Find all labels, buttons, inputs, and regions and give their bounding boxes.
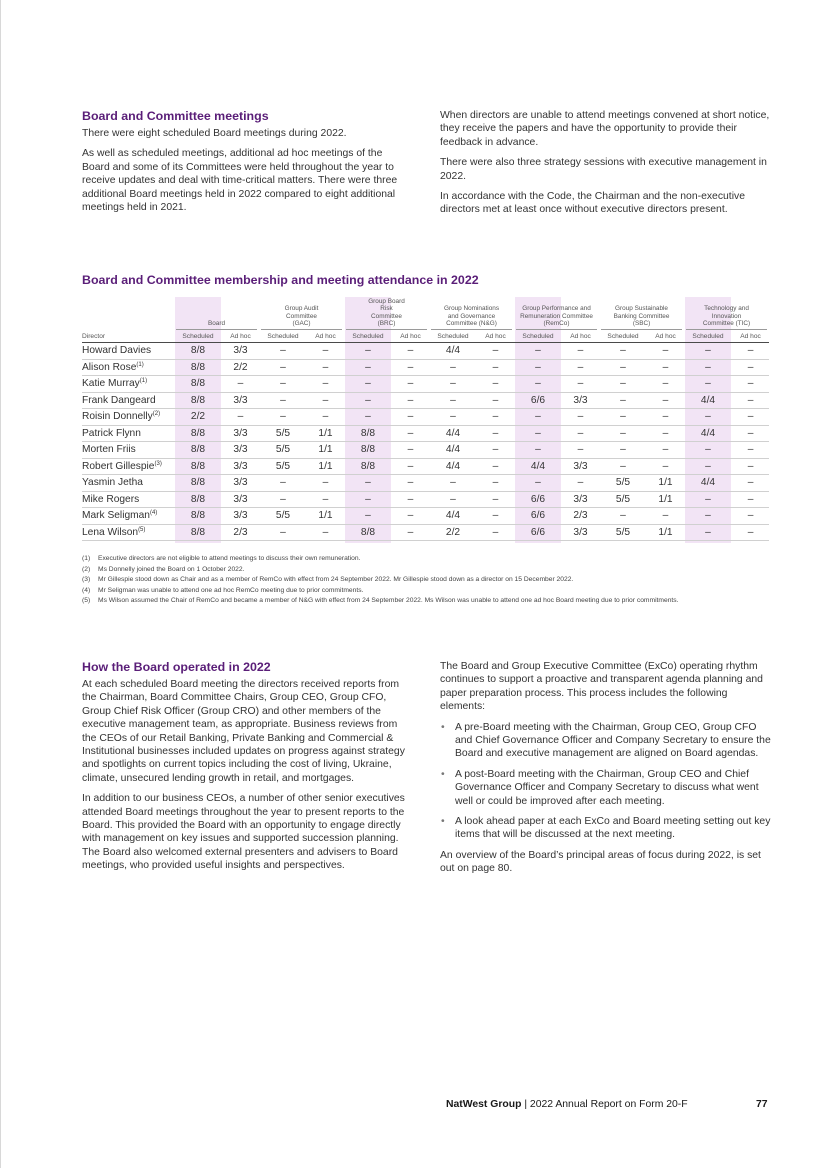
attendance-cell: – xyxy=(684,458,732,475)
table-row xyxy=(82,491,769,508)
attendance-cell: 4/4 xyxy=(429,343,477,360)
attendance-cell: – xyxy=(732,442,769,459)
attendance-cell: – xyxy=(259,524,307,541)
attendance-cell: 1/1 xyxy=(647,524,684,541)
attendance-cell: 6/6 xyxy=(514,508,562,525)
attendance-cell: – xyxy=(429,491,477,508)
attendance-cell: – xyxy=(259,491,307,508)
group-header: Group Audit Committee (GAC) xyxy=(261,305,342,330)
attendance-cell: – xyxy=(429,359,477,376)
footer-report-title: 2022 Annual Report on Form 20-F xyxy=(529,1099,688,1110)
attendance-cell: – xyxy=(684,376,732,393)
attendance-table-body xyxy=(82,343,769,541)
attendance-cell: – xyxy=(562,425,599,442)
attendance-cell: 8/8 xyxy=(174,508,222,525)
adhoc-header: Ad hoc xyxy=(477,330,514,343)
how-board-operated-heading: How the Board operated in 2022 xyxy=(82,660,271,674)
attendance-cell: – xyxy=(477,458,514,475)
list-item: • A post-Board meeting with the Chairman, Group CEO and Chief Governance Officer and Company Secretary to discuss what went well or could be improved after each meeting. xyxy=(441,768,759,807)
attendance-cell: – xyxy=(259,359,307,376)
attendance-cell: – xyxy=(477,359,514,376)
attendance-cell: – xyxy=(732,409,769,426)
attendance-cell: – xyxy=(514,475,562,492)
attendance-cell: – xyxy=(562,409,599,426)
scheduled-header: Scheduled xyxy=(429,330,477,343)
attendance-cell: – xyxy=(392,491,429,508)
scheduled-header: Scheduled xyxy=(599,330,647,343)
attendance-cell: – xyxy=(344,343,392,360)
attendance-cell: – xyxy=(392,458,429,475)
attendance-cell: – xyxy=(599,508,647,525)
attendance-cell: – xyxy=(307,376,344,393)
attendance-cell: 8/8 xyxy=(344,458,392,475)
attendance-cell: – xyxy=(562,343,599,360)
attendance-cell: – xyxy=(429,475,477,492)
scheduled-header: Scheduled xyxy=(344,330,392,343)
attendance-cell: 5/5 xyxy=(259,442,307,459)
attendance-cell: – xyxy=(392,376,429,393)
attendance-cell: – xyxy=(344,491,392,508)
attendance-cell: – xyxy=(647,392,684,409)
adhoc-header: Ad hoc xyxy=(732,330,769,343)
group-header: Technology and Innovation Committee (TIC) xyxy=(686,305,767,330)
attendance-cell: – xyxy=(732,458,769,475)
attendance-cell: 8/8 xyxy=(174,442,222,459)
attendance-cell: 8/8 xyxy=(174,475,222,492)
attendance-cell: – xyxy=(732,491,769,508)
attendance-cell: 3/3 xyxy=(222,508,259,525)
table-row xyxy=(82,343,769,360)
attendance-cell: – xyxy=(307,491,344,508)
attendance-cell: – xyxy=(732,343,769,360)
attendance-cell: – xyxy=(647,442,684,459)
attendance-cell: 1/1 xyxy=(647,475,684,492)
attendance-cell: – xyxy=(647,425,684,442)
attendance-cell: 5/5 xyxy=(259,508,307,525)
footnote-marker: (1) xyxy=(139,378,148,385)
attendance-cell: 3/3 xyxy=(222,343,259,360)
sub-header-row xyxy=(82,330,769,343)
board-meetings-heading: Board and Committee meetings xyxy=(82,109,269,123)
attendance-cell: – xyxy=(307,392,344,409)
table-row xyxy=(82,442,769,459)
attendance-cell: 3/3 xyxy=(222,491,259,508)
attendance-cell: – xyxy=(732,508,769,525)
footer-separator: | xyxy=(521,1099,530,1110)
paragraph: At each scheduled Board meeting the directors received reports from the Chairman, Board Committee Chairs, Group CEO, Group CFO, Group Chief Risk Officer (Group CRO) and other members of the executive management team, as appropriate. Business reviews from the CEOs of our Retail Banking, Private Banking and Commercial & Institutional businesses included updates on progress against strategy and spotlights on current topics including the cost of living, Ukraine, climate, unsecured lending growth in retail, and mortgages. xyxy=(82,679,405,784)
how-board-operated-right-column xyxy=(440,660,773,883)
table-row xyxy=(82,359,769,376)
footnote: (5) Ms Wilson assumed the Chair of RemCo and became a member of N&G with effect from 24 September 2022. Ms Wilson was unable to attend one ad hoc Board meeting due to prior commitments. xyxy=(82,597,679,605)
director-name: Patrick Flynn xyxy=(82,425,174,442)
attendance-cell: – xyxy=(392,343,429,360)
attendance-cell: – xyxy=(392,475,429,492)
attendance-cell: – xyxy=(392,409,429,426)
attendance-cell: – xyxy=(562,376,599,393)
attendance-cell: – xyxy=(599,425,647,442)
attendance-cell: 1/1 xyxy=(647,491,684,508)
attendance-cell: – xyxy=(599,359,647,376)
attendance-cell: – xyxy=(684,524,732,541)
attendance-cell: – xyxy=(259,343,307,360)
attendance-cell: – xyxy=(684,491,732,508)
attendance-cell: – xyxy=(599,442,647,459)
director-name: Katie Murray$^{(1)}$ xyxy=(82,376,174,393)
table-row xyxy=(82,376,769,393)
adhoc-header: Ad hoc xyxy=(392,330,429,343)
footnote-marker: (2) xyxy=(152,411,161,418)
attendance-cell: – xyxy=(732,376,769,393)
attendance-cell: – xyxy=(647,359,684,376)
footnote: (4) Mr Seligman was unable to attend one ad hoc RemCo meeting due to prior commitments. xyxy=(82,586,364,594)
attendance-cell: 8/8 xyxy=(344,524,392,541)
attendance-cell: – xyxy=(599,376,647,393)
group-header: Group Board Risk Committee (BRC) xyxy=(346,298,427,330)
director-name: Robert Gillespie$^{(3)}$ xyxy=(82,458,174,475)
bullet-icon: • xyxy=(441,768,445,780)
attendance-cell: 1/1 xyxy=(307,508,344,525)
attendance-cell: – xyxy=(429,409,477,426)
attendance-cell: – xyxy=(684,508,732,525)
attendance-cell: 1/1 xyxy=(307,425,344,442)
attendance-cell: 5/5 xyxy=(599,491,647,508)
attendance-cell: 3/3 xyxy=(562,491,599,508)
page-footer xyxy=(446,1099,688,1110)
attendance-cell: – xyxy=(344,376,392,393)
attendance-cell: – xyxy=(732,524,769,541)
attendance-cell: 8/8 xyxy=(174,376,222,393)
attendance-cell: – xyxy=(307,524,344,541)
bullet-icon: • xyxy=(441,816,445,828)
paragraph: In accordance with the Code, the Chairman and the non-executive directors met at least once without executive directors present. xyxy=(440,191,745,216)
attendance-cell: 3/3 xyxy=(222,458,259,475)
attendance-cell: – xyxy=(477,491,514,508)
attendance-cell: 8/8 xyxy=(344,442,392,459)
adhoc-header: Ad hoc xyxy=(647,330,684,343)
director-name: Frank Dangeard xyxy=(82,392,174,409)
attendance-cell: 1/1 xyxy=(307,442,344,459)
attendance-cell: – xyxy=(647,458,684,475)
attendance-cell: 8/8 xyxy=(174,458,222,475)
attendance-cell: – xyxy=(392,508,429,525)
footnote: (3) Mr Gillespie stood down as Chair and as a member of RemCo with effect from 24 September 2022. Mr Gillespie stood down as a director on 15 December 2022. xyxy=(82,576,574,584)
director-name: Alison Rose$^{(1)}$ xyxy=(82,359,174,376)
table-row xyxy=(82,508,769,525)
attendance-cell: – xyxy=(599,392,647,409)
footnote-marker: (1) xyxy=(136,361,144,368)
table-row xyxy=(82,475,769,492)
paragraph: When directors are unable to attend meetings convened at short notice, they receive the papers and have the opportunity to provide their feedback in advance. xyxy=(440,110,770,148)
attendance-cell: – xyxy=(562,359,599,376)
attendance-cell: 4/4 xyxy=(684,475,732,492)
paragraph: There were also three strategy sessions with executive management in 2022. xyxy=(440,157,767,182)
director-column-header: Director xyxy=(82,330,174,343)
attendance-cell: – xyxy=(647,409,684,426)
attendance-cell: 4/4 xyxy=(429,425,477,442)
attendance-cell: 5/5 xyxy=(599,524,647,541)
attendance-cell: – xyxy=(392,524,429,541)
attendance-cell: – xyxy=(307,409,344,426)
attendance-cell: – xyxy=(647,376,684,393)
paragraph: In addition to our business CEOs, a number of other senior executives attended Board meetings throughout the year to present reports to the Board. This provided the Board with an opportunity to engage directly with management on key issues and supported succession planning. The Board also welcomed external presenters and advisers to Board meetings, who provided useful insights and perspectives. xyxy=(82,793,405,872)
footnote: (1) Executive directors are not eligible to attend meetings to discuss their own remuneration. xyxy=(82,555,361,562)
attendance-cell: 3/3 xyxy=(562,458,599,475)
attendance-cell: – xyxy=(599,409,647,426)
attendance-cell: – xyxy=(477,442,514,459)
paragraph: There were eight scheduled Board meetings during 2022. xyxy=(82,128,347,139)
table-row xyxy=(82,409,769,426)
attendance-cell: – xyxy=(647,343,684,360)
list-item: • A pre-Board meeting with the Chairman, Group CEO, Group CFO and Chief Governance Officer and Company Secretary to ensure the Board and executive management are aligned on Board agendas. xyxy=(441,721,771,760)
group-header: Board xyxy=(176,320,257,330)
group-header-row xyxy=(82,297,769,330)
attendance-cell: – xyxy=(684,359,732,376)
scheduled-header: Scheduled xyxy=(174,330,222,343)
attendance-cell: 4/4 xyxy=(429,442,477,459)
attendance-cell: – xyxy=(392,359,429,376)
attendance-cell: 5/5 xyxy=(259,458,307,475)
attendance-heading: Board and Committee membership and meeting attendance in 2022 xyxy=(82,273,479,287)
footer-brand: NatWest Group xyxy=(446,1099,522,1110)
director-name: Mike Rogers xyxy=(82,491,174,508)
attendance-cell: – xyxy=(344,392,392,409)
director-name: Morten Friis xyxy=(82,442,174,459)
footnote-marker: (5) xyxy=(138,526,146,533)
attendance-cell: – xyxy=(732,475,769,492)
attendance-cell: – xyxy=(684,442,732,459)
paragraph: As well as scheduled meetings, additional ad hoc meetings of the Board and some of its Committees were held throughout the year to receive updates and deal with time-critical matters. There were three additional Board meetings held in 2022 compared to eight additional meetings held in 2021. xyxy=(82,148,398,214)
attendance-cell: – xyxy=(732,359,769,376)
attendance-cell: – xyxy=(344,409,392,426)
attendance-cell: – xyxy=(429,376,477,393)
attendance-cell: – xyxy=(392,442,429,459)
adhoc-header: Ad hoc xyxy=(562,330,599,343)
attendance-cell: – xyxy=(307,343,344,360)
attendance-cell: – xyxy=(344,475,392,492)
attendance-cell: 3/3 xyxy=(222,442,259,459)
scheduled-header: Scheduled xyxy=(514,330,562,343)
attendance-cell: – xyxy=(562,475,599,492)
paragraph: An overview of the Board’s principal areas of focus during 2022, is set out on page 80. xyxy=(440,849,761,875)
attendance-cell: – xyxy=(684,343,732,360)
attendance-cell: – xyxy=(514,359,562,376)
attendance-cell: 2/2 xyxy=(222,359,259,376)
director-name: Mark Seligman$^{(4)}$ xyxy=(82,508,174,525)
attendance-cell: 3/3 xyxy=(222,425,259,442)
attendance-cell: – xyxy=(477,392,514,409)
attendance-cell: 6/6 xyxy=(514,392,562,409)
page-edge xyxy=(0,0,1,1168)
footnotes xyxy=(82,555,772,608)
attendance-cell: – xyxy=(259,392,307,409)
footnote-marker: (3) xyxy=(154,460,162,467)
attendance-cell: 4/4 xyxy=(429,508,477,525)
bullet-icon: • xyxy=(441,721,445,733)
attendance-cell: – xyxy=(477,376,514,393)
list-item: • A look ahead paper at each ExCo and Board meeting setting out key items that will be discussed at the next meeting. xyxy=(441,816,771,841)
attendance-cell: 8/8 xyxy=(174,392,222,409)
attendance-cell: – xyxy=(259,475,307,492)
attendance-cell: – xyxy=(514,409,562,426)
attendance-cell: – xyxy=(259,376,307,393)
attendance-cell: 4/4 xyxy=(514,458,562,475)
adhoc-header: Ad hoc xyxy=(307,330,344,343)
attendance-cell: – xyxy=(599,458,647,475)
attendance-cell: 2/2 xyxy=(429,524,477,541)
scheduled-header: Scheduled xyxy=(684,330,732,343)
process-elements-list xyxy=(440,721,773,842)
director-name: Lena Wilson$^{(5)}$ xyxy=(82,524,174,541)
how-board-operated-left-column xyxy=(82,660,412,880)
attendance-cell: 2/3 xyxy=(222,524,259,541)
attendance-cell: 4/4 xyxy=(429,458,477,475)
attendance-cell: – xyxy=(732,425,769,442)
attendance-cell: 5/5 xyxy=(259,425,307,442)
attendance-cell: – xyxy=(307,475,344,492)
attendance-cell: – xyxy=(562,442,599,459)
attendance-cell: 5/5 xyxy=(599,475,647,492)
attendance-cell: 3/3 xyxy=(222,475,259,492)
table-row xyxy=(82,458,769,475)
group-header: Group Nominations and Governance Committee (N&G) xyxy=(431,305,512,330)
attendance-cell: – xyxy=(477,343,514,360)
attendance-cell: – xyxy=(514,376,562,393)
attendance-cell: 8/8 xyxy=(174,359,222,376)
group-header: Group Sustainable Banking Committee (SBC) xyxy=(601,305,682,330)
table-row xyxy=(82,425,769,442)
director-name: Yasmin Jetha xyxy=(82,475,174,492)
attendance-cell: – xyxy=(647,508,684,525)
attendance-cell: – xyxy=(392,392,429,409)
attendance-cell: 2/3 xyxy=(562,508,599,525)
page-number: 77 xyxy=(756,1099,768,1110)
table-row xyxy=(82,524,769,541)
scheduled-header: Scheduled xyxy=(259,330,307,343)
attendance-cell: – xyxy=(429,392,477,409)
attendance-cell: – xyxy=(599,343,647,360)
attendance-cell: – xyxy=(259,409,307,426)
attendance-cell: 3/3 xyxy=(562,392,599,409)
attendance-cell: – xyxy=(477,508,514,525)
adhoc-header: Ad hoc xyxy=(222,330,259,343)
footnote-marker: (4) xyxy=(149,510,158,517)
attendance-cell: – xyxy=(392,425,429,442)
attendance-cell: 1/1 xyxy=(307,458,344,475)
attendance-cell: – xyxy=(514,442,562,459)
table-row xyxy=(82,392,769,409)
attendance-table xyxy=(82,297,769,541)
attendance-cell: – xyxy=(514,425,562,442)
attendance-cell: 2/2 xyxy=(174,409,222,426)
attendance-cell: – xyxy=(477,475,514,492)
attendance-cell: – xyxy=(477,524,514,541)
attendance-cell: – xyxy=(222,376,259,393)
attendance-cell: 4/4 xyxy=(684,425,732,442)
attendance-cell: – xyxy=(344,359,392,376)
attendance-cell: – xyxy=(307,359,344,376)
attendance-cell: 6/6 xyxy=(514,491,562,508)
board-meetings-left-column xyxy=(82,109,412,221)
attendance-cell: – xyxy=(732,392,769,409)
attendance-cell: 4/4 xyxy=(684,392,732,409)
attendance-cell: 3/3 xyxy=(222,392,259,409)
attendance-cell: – xyxy=(344,508,392,525)
attendance-cell: 6/6 xyxy=(514,524,562,541)
attendance-cell: 8/8 xyxy=(174,343,222,360)
attendance-table-wrapper xyxy=(82,297,768,543)
attendance-cell: – xyxy=(477,425,514,442)
attendance-cell: 8/8 xyxy=(174,491,222,508)
director-name: Howard Davies xyxy=(82,343,174,360)
attendance-cell: – xyxy=(477,409,514,426)
attendance-cell: – xyxy=(514,343,562,360)
paragraph: The Board and Group Executive Committee (ExCo) operating rhythm continues to support a proactive and transparent agenda planning and paper preparation process. This process includes the following elements: xyxy=(440,661,763,713)
attendance-cell: 8/8 xyxy=(344,425,392,442)
director-name: Roisin Donnelly$^{(2)}$ xyxy=(82,409,174,426)
attendance-cell: 8/8 xyxy=(174,524,222,541)
attendance-cell: – xyxy=(222,409,259,426)
attendance-cell: 8/8 xyxy=(174,425,222,442)
footnote: (2) Ms Donnelly joined the Board on 1 October 2022. xyxy=(82,565,245,573)
group-header: Group Performance and Remuneration Committee (RemCo) xyxy=(516,305,597,330)
board-meetings-right-column xyxy=(440,109,770,224)
attendance-cell: 3/3 xyxy=(562,524,599,541)
attendance-cell: – xyxy=(684,409,732,426)
